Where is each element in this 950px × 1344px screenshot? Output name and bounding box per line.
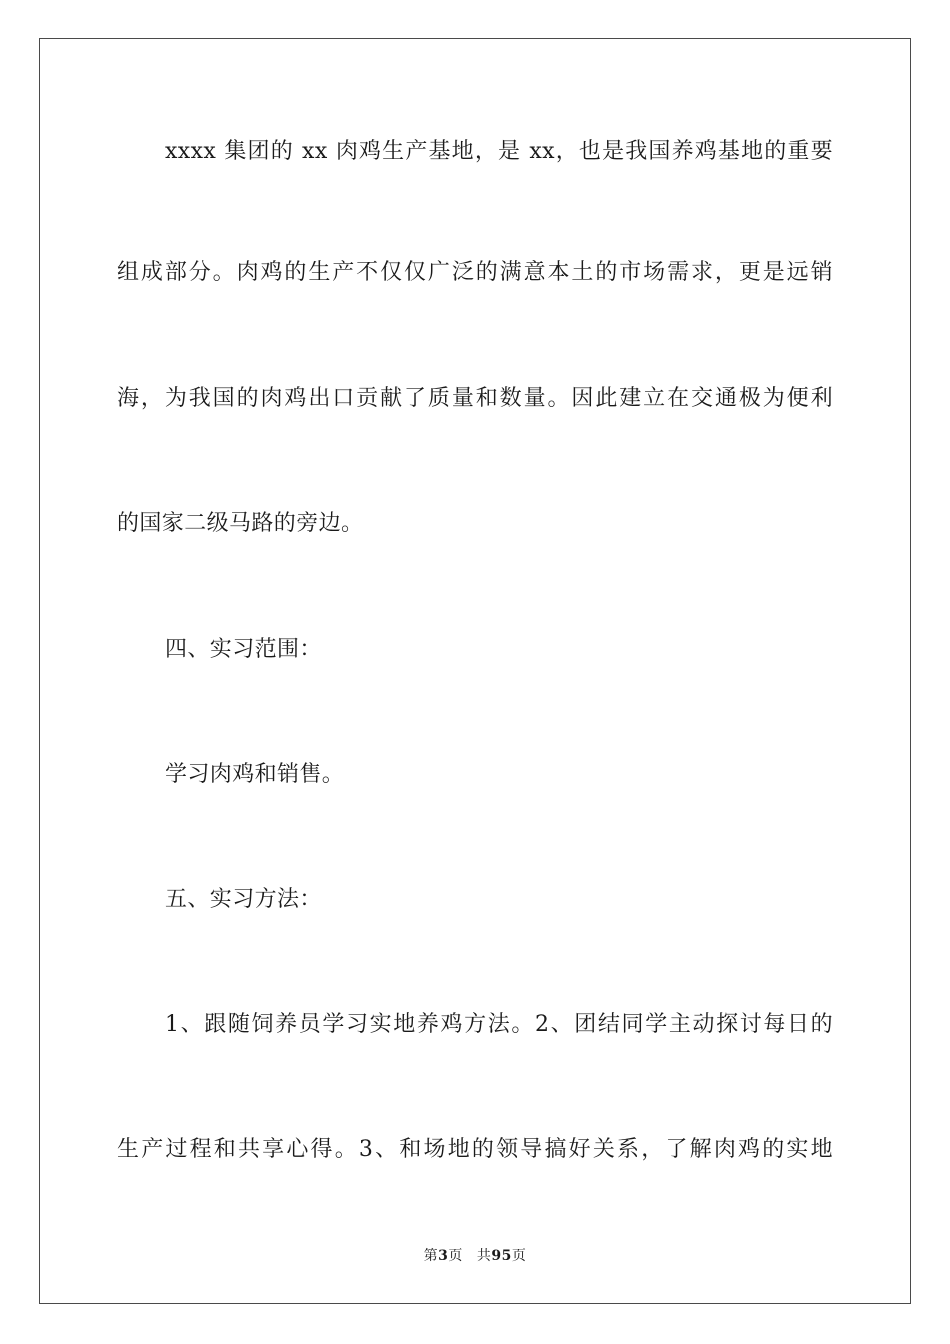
footer-total-suffix: 页 — [511, 1248, 527, 1264]
paragraph-line: 学习肉鸡和销售。 — [165, 762, 345, 787]
footer-total-prefix: 共 — [476, 1248, 492, 1264]
paragraph-line: 的国家二级马路的旁边。 — [117, 511, 364, 536]
footer-page-suffix: 页 — [448, 1248, 463, 1264]
section-heading: 五、实习方法： — [165, 887, 322, 912]
section-heading: 四、实习范围： — [165, 637, 322, 662]
total-pages-number: 95 — [491, 1248, 512, 1264]
paragraph-line: 组成部分。肉鸡的生产不仅仅广泛的满意本土的市场需求，更是远销 — [117, 260, 833, 285]
paragraph-line: 1、跟随饲养员学习实地养鸡方法。2、团结同学主动探讨每日的 — [165, 1012, 833, 1037]
current-page-number: 3 — [438, 1248, 449, 1264]
paragraph-line: xxxx 集团的 xx 肉鸡生产基地，是 xx，也是我国养鸡基地的重要 — [165, 139, 833, 164]
paragraph-line: 海，为我国的肉鸡出口贡献了质量和数量。因此建立在交通极为便利 — [117, 386, 833, 411]
page-footer — [0, 1247, 950, 1265]
footer-prefix: 第 — [423, 1248, 439, 1264]
page-border — [39, 38, 911, 1304]
paragraph-line: 生产过程和共享心得。3、和场地的领导搞好关系，了解肉鸡的实地 — [117, 1137, 833, 1162]
